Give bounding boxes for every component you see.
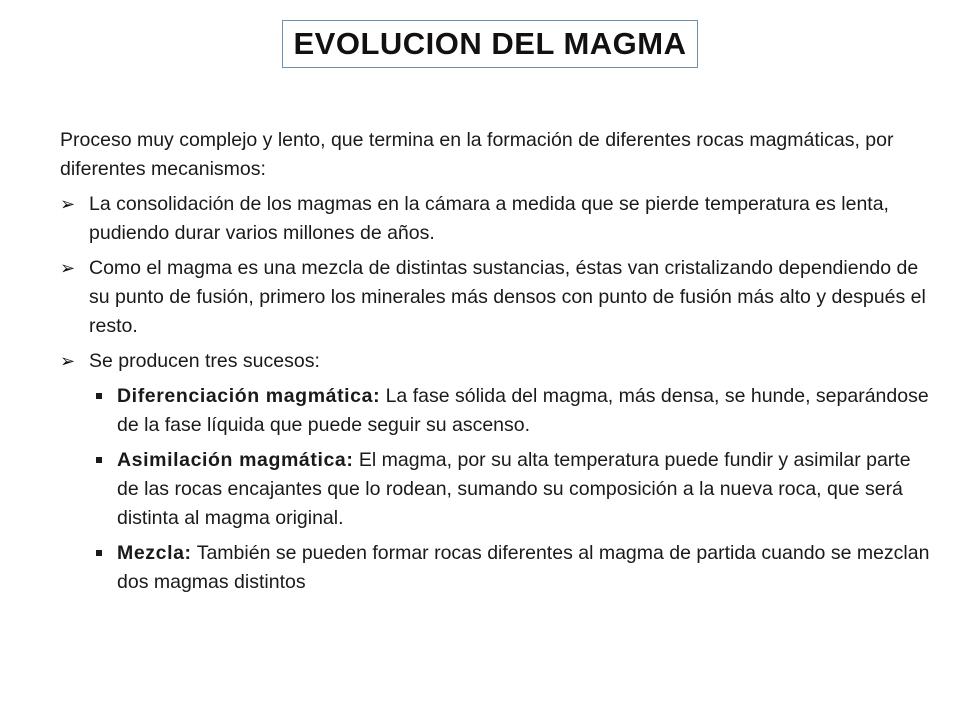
arrow-bullet-icon: ➢ <box>60 258 76 278</box>
square-bullet-icon <box>96 457 102 463</box>
intro-paragraph: Proceso muy complejo y lento, que termina en la formación de diferentes rocas magmáticas, por diferentes mecanismos: <box>60 129 894 180</box>
bullet-item <box>60 254 930 341</box>
sub-bullet-term: Asimilación magmática: <box>117 449 354 471</box>
square-bullet-icon <box>96 393 102 399</box>
slide-title: EVOLUCION DEL MAGMA <box>282 20 698 68</box>
bullet-text: Como el magma es una mezcla de distintas sustancias, éstas van cristalizando dependiendo de su punto de fusión, primero los minerales más densos con punto de fusión más alto y después el resto. <box>89 257 926 337</box>
bullet-text: La consolidación de los magmas en la cámara a medida que se pierde temperatura es lenta, pudiendo durar varios millones de años. <box>89 193 889 244</box>
sub-bullet-text: También se pueden formar rocas diferentes al magma de partida cuando se mezclan dos magmas distintos <box>117 542 930 593</box>
square-bullet-icon <box>96 550 102 556</box>
sub-bullet-term: Diferenciación magmática: <box>117 385 381 407</box>
slide-body <box>60 126 930 603</box>
sub-bullet-text: El magma, por su alta temperatura puede fundir y asimilar parte de las rocas encajantes que lo rodean, sumando su composición a la nueva roca, que será distinta al magma original. <box>117 449 911 529</box>
sub-bullet-item <box>60 539 930 597</box>
arrow-bullet-icon: ➢ <box>60 194 76 214</box>
bullet-item <box>60 190 930 248</box>
bullet-item <box>60 347 930 376</box>
sub-bullet-item <box>60 446 930 533</box>
bullet-text: Se producen tres sucesos: <box>89 350 320 372</box>
sub-bullet-term: Mezcla: <box>117 542 192 564</box>
sub-bullet-text: La fase sólida del magma, más densa, se hunde, separándose de la fase líquida que puede seguir su ascenso. <box>117 385 929 436</box>
sub-bullet-item <box>60 382 930 440</box>
arrow-bullet-icon: ➢ <box>60 351 76 371</box>
